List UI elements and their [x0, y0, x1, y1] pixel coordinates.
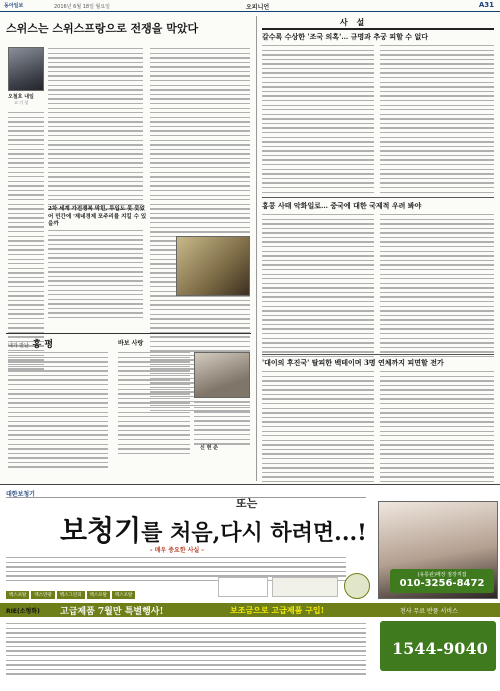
- ad-tollfree-number: 1544-9040: [392, 639, 488, 658]
- editorial-1-col2: [380, 45, 494, 193]
- ad-bar-right: 보조금으로 고급제품 구입!: [230, 605, 325, 615]
- corner-title: 바보 사랑: [118, 340, 144, 347]
- hearing-aid-ad[interactable]: [0, 484, 500, 691]
- page-number: A31: [478, 1, 494, 9]
- ad-tag-5: 맥스포탈: [112, 591, 135, 599]
- ad-phone-label: (유통판)매장 점장직접: [417, 572, 467, 578]
- editorial-sep-2: [262, 354, 494, 355]
- ad-phone-number: 010-3256-8472: [399, 578, 485, 589]
- ad-store-list: [6, 623, 366, 675]
- left-body-col0: [8, 112, 44, 370]
- author-photo: [8, 47, 44, 91]
- ad-tag-3: 맥스그린피: [57, 591, 85, 599]
- ad-product-tags: [6, 581, 137, 600]
- ad-headline-pre: 보청기: [60, 514, 142, 547]
- ad-headline-mid: 를 처음,: [141, 520, 221, 546]
- left-body-col1b: [48, 230, 143, 318]
- editorial-2-col2: [380, 214, 494, 357]
- ad-tag-2: 맥스만광: [31, 591, 54, 599]
- corner-photo: [194, 352, 250, 398]
- editorial-title-3: '대이의 후진국' 탈피한 백테이며 3명 연체까지 피면할 전가: [262, 358, 444, 367]
- column-divider: [256, 16, 257, 481]
- newspaper-name: 동아일보: [4, 3, 24, 9]
- left-headline: 스위스는 스위스프랑으로 전쟁을 막았다: [6, 22, 199, 35]
- corner-body-3: [194, 402, 250, 445]
- editorial-rule: [262, 28, 494, 30]
- ad-over-text: 또는: [236, 497, 258, 510]
- ad-top-rule: [6, 497, 366, 498]
- editorial-banner: 사 설: [340, 17, 368, 27]
- page-header: [0, 0, 500, 12]
- ad-subline: - 매우 중요한 사실 -: [150, 547, 204, 554]
- corner-author: 신 현 준: [200, 445, 218, 451]
- ad-headline: [60, 509, 367, 549]
- ad-seal-icon: [344, 573, 370, 599]
- left-subhead: 2차 세계 가전쟁복 막힌, 투입도 못 뭇었어 민간에 '제네경제 포주리를 지킬 수 있을까: [48, 206, 147, 228]
- editorial-title-2: 홍콩 사태 악화일로… 중국에 대한 국제적 우려 봐야: [262, 201, 422, 210]
- ad-product-image-2: [272, 577, 338, 597]
- left-body-col1: [48, 48, 143, 210]
- editorial-title-1: 갈수록 수상한 '조국 의혹'… 규명과 추궁 피할 수 없다: [262, 32, 429, 41]
- corner-body-2: [118, 352, 190, 454]
- article-photo: [176, 236, 250, 296]
- ad-free-service: 천사 무료 반품 서비스: [400, 608, 458, 615]
- editorial-1-col1: [262, 45, 374, 193]
- corner-name: 홍 평: [32, 340, 54, 350]
- section-label: 오피니언: [246, 4, 270, 11]
- editorial-sep-1: [262, 197, 494, 198]
- corner-body-1: [8, 352, 108, 468]
- author-name: 오철호 내일: [8, 94, 34, 100]
- corner-label: 내가 만난: [8, 343, 29, 349]
- ad-bar-left: RIE(소형화): [6, 608, 40, 615]
- issue-date: 2016년 6월 18일 월요일: [54, 4, 111, 10]
- ad-brand: 대한보청기: [6, 491, 35, 498]
- ad-product-image: [218, 577, 268, 597]
- ad-tag-4: 맥스포탈: [87, 591, 110, 599]
- ad-promo-bar: [0, 603, 500, 617]
- editorial-2-col1: [262, 214, 374, 357]
- ad-headline-end: 다시 하려면...!: [220, 520, 367, 546]
- ad-bar-mid: 고급제품 7월만 특별행사!: [60, 607, 164, 617]
- author-subname: 고 기 성: [14, 100, 29, 105]
- corner-divider: [6, 333, 251, 334]
- ad-tag-1: 맥스포탈: [6, 591, 29, 599]
- ad-tollfree-box[interactable]: [380, 621, 496, 671]
- corner-label-row: [8, 337, 53, 350]
- ad-phone-box[interactable]: [390, 569, 494, 593]
